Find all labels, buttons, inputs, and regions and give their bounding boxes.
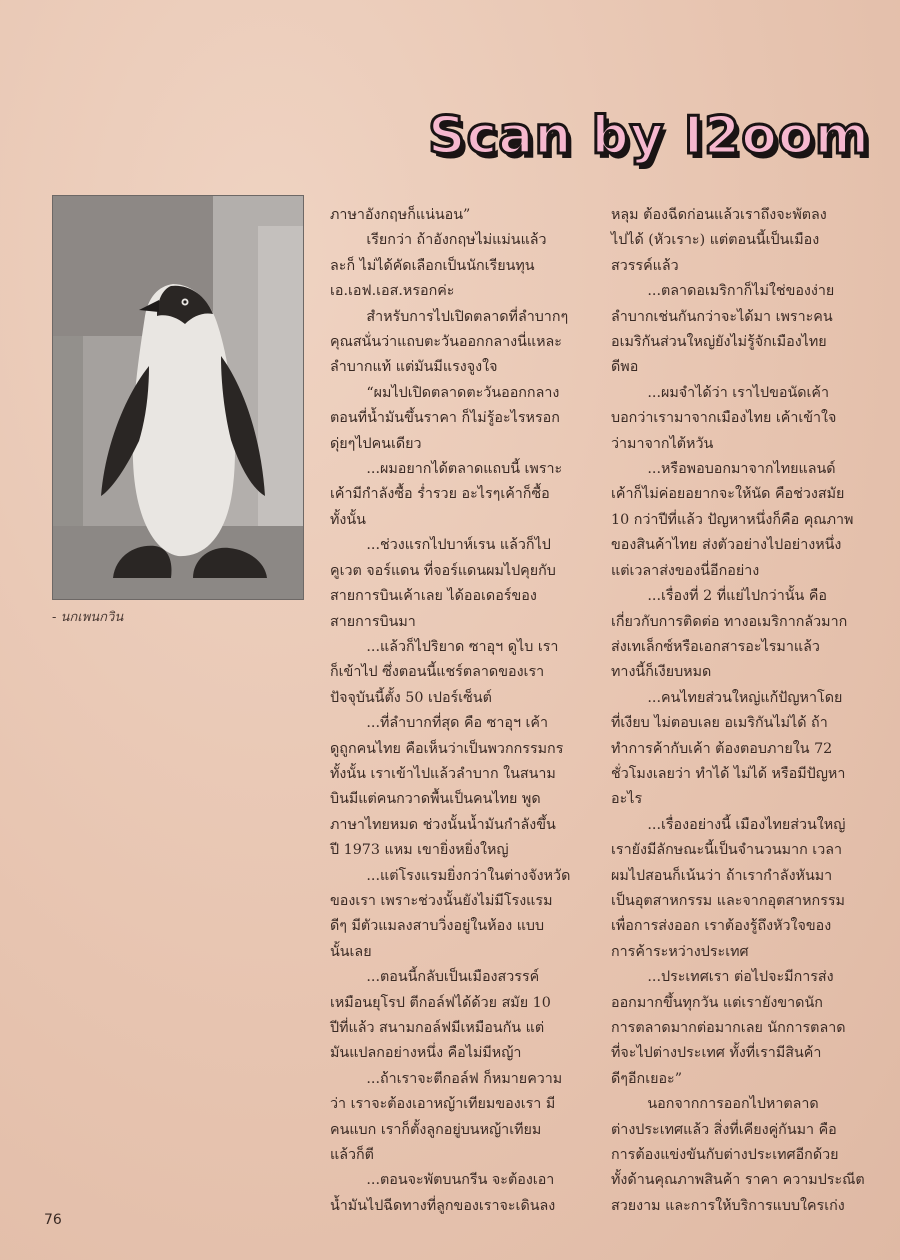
text-line: ...ตอนจะพัตบนกรีน จะต้องเอา <box>330 1172 555 1189</box>
text-line: หลุม ต้องฉีดก่อนแล้วเราถึงจะพัตลง <box>611 207 827 223</box>
text-line: ...ที่ลำบากที่สุด คือ ซาอุฯ เค้า <box>330 715 549 732</box>
article-column-left <box>330 203 592 1219</box>
text-line: ปัจจุบันนี้ตั้ง 50 เปอร์เซ็นต์ <box>330 689 492 706</box>
text-line: ต่างประเทศแล้ว สิ่งที่เคียงคู่กันมา คือ <box>611 1121 837 1138</box>
text-line: สายการบินเค้าเลย ได้ออเดอร์ของ <box>330 588 537 605</box>
text-line: ผมไปสอนก็เน้นว่า ถ้าเรากำลังหันมา <box>611 867 833 884</box>
text-line: สำหรับการไปเปิดตลาดที่ลำบากๆ <box>330 308 569 325</box>
text-line: เค้าก็ไม่ค่อยอยากจะให้นัด คือช่วงสมัย <box>611 486 845 503</box>
photo-caption: - นกเพนกวิน <box>52 610 124 625</box>
text-line: “ผมไปเปิดตลาดตะวันออกกลาง <box>330 384 560 401</box>
text-line: ดีๆอีกเยอะ” <box>611 1070 683 1087</box>
text-line: อะไร <box>611 791 643 808</box>
article-column-right <box>611 203 873 1219</box>
text-line: ว่ามาจากไต้หวัน <box>611 435 714 452</box>
text-line: เค้ามีกำลังซื้อ ร่ำรวย อะไรๆเค้าก็ซื้อ <box>330 486 550 503</box>
text-line: ทั้งนั้น เราเข้าไปแล้วลำบาก ในสนาม <box>330 765 556 782</box>
text-line: ดุ่ยๆไปคนเดียว <box>330 435 422 452</box>
text-line: คูเวต จอร์แดน ที่จอร์แดนผมไปคุยกับ <box>330 562 556 579</box>
text-line: ทางนี้ก็เงียบหมด <box>611 664 712 681</box>
text-line: การค้าระหว่างประเทศ <box>611 943 749 960</box>
text-line: ทั้งนั้น <box>330 511 366 528</box>
penguin-illustration <box>53 196 303 599</box>
text-line: ลำบากแท้ แต่มันมีแรงจูงใจ <box>330 359 498 376</box>
text-line: ของสินค้าไทย ส่งตัวอย่างไปอย่างหนึ่ง <box>611 537 842 554</box>
text-line: ...ประเทศเรา ต่อไปจะมีการส่ง <box>611 969 834 986</box>
text-line: เหมือนยุโรป ตีกอล์ฟได้ด้วย สมัย 10 <box>330 994 551 1011</box>
text-line: ตอนที่น้ำมันขึ้นราคา ก็ไม่รู้อะไรหรอก <box>330 410 560 427</box>
text-line: ดีๆ มีตัวแมลงสาบวิ่งอยู่ในห้อง แบบ <box>330 918 545 935</box>
text-line: แต่เวลาส่งของนี่อีกอย่าง <box>611 562 760 579</box>
text-line: ...แต่โรงแรมยิ่งกว่าในต่างจังหวัด <box>330 867 571 884</box>
text-line: เกี่ยวกับการติดต่อ ทางอเมริกากลัวมาก <box>611 613 848 630</box>
text-line: บินมีแต่คนกวาดพื้นเป็นคนไทย พูด <box>330 791 541 808</box>
text-line: ก็เข้าไป ซึ่งตอนนี้แชร์ตลาดของเรา <box>330 664 545 681</box>
text-line: ที่จะไปต่างประเทศ ทั้งที่เรามีสินค้า <box>611 1045 822 1062</box>
text-line: แล้วก็ตี <box>330 1147 374 1164</box>
text-line: ปีที่แล้ว สนามกอล์ฟมีเหมือนกัน แต่ <box>330 1020 545 1036</box>
text-line: สวยงาม และการให้บริการแบบใครเก่ง <box>611 1197 845 1214</box>
text-line: ภาษาไทยหมด ช่วงนั้นน้ำมันกำลังขึ้น <box>330 816 556 833</box>
text-line: ดูถูกคนไทย คือเห็นว่าเป็นพวกกรรมกร <box>330 740 564 757</box>
text-line: ลำบากเช่นกันกว่าจะได้มา เพราะคน <box>611 308 833 325</box>
text-line: ละก็ ไม่ได้คัดเลือกเป็นนักเรียนทุน <box>330 257 535 274</box>
watermark-text: Scan by I2oom <box>428 106 870 166</box>
text-line: ออกมากขึ้นทุกวัน แต่เรายังขาดนัก <box>611 994 823 1011</box>
text-line: น้ำมันไปฉีดทางที่ลูกของเราจะเดินลง <box>330 1197 556 1214</box>
text-line: สวรรค์แล้ว <box>611 257 679 274</box>
text-line: ส่งเทเล็กซ์หรือเอกสารอะไรมาแล้ว <box>611 638 820 655</box>
text-line: นอกจากการออกไปหาตลาด <box>611 1096 819 1113</box>
text-line: ดีพอ <box>611 359 639 376</box>
text-line: การตลาดมากต่อมากเลย นักการตลาด <box>611 1020 846 1036</box>
text-line: ...เรื่องอย่างนี้ เมืองไทยส่วนใหญ่ <box>611 816 846 833</box>
text-line: ที่เงียบ ไม่ตอบเลย อเมริกันไม่ได้ ถ้า <box>611 715 828 732</box>
text-line: ...เรื่องที่ 2 ที่แย่ไปกว่านั้น คือ <box>611 588 827 605</box>
text-line: ชั่วโมงเลยว่า ทำได้ ไม่ได้ หรือมีปัญหา <box>611 765 846 782</box>
text-line: ...คนไทยส่วนใหญ่แก้ปัญหาโดย <box>611 689 843 706</box>
text-line: ทั้งด้านคุณภาพสินค้า ราคา ความประณีต <box>611 1172 865 1189</box>
penguin-photo <box>52 195 304 600</box>
text-line: มันแปลกอย่างหนึ่ง คือไม่มีหญ้า <box>330 1045 522 1062</box>
text-line: เรียกว่า ถ้าอังกฤษไม่แม่นแล้ว <box>330 232 547 249</box>
text-line: คนแบก เราก็ตั้งลูกอยู่บนหญ้าเทียม <box>330 1121 542 1138</box>
text-line: ...ช่วงแรกไปบาห์เรน แล้วก็ไป <box>330 537 551 554</box>
text-line: การต้องแข่งขันกับต่างประเทศอีกด้วย <box>611 1147 839 1164</box>
text-line: ปี 1973 แหม เขายิ่งหยิ่งใหญ่ <box>330 842 509 859</box>
text-line: ภาษาอังกฤษก็แน่นอน” <box>330 207 471 223</box>
text-line: ...ถ้าเราจะตีกอล์ฟ ก็หมายความ <box>330 1070 563 1087</box>
text-line: อเมริกันส่วนใหญ่ยังไม่รู้จักเมืองไทย <box>611 334 827 351</box>
text-line: ...แล้วก็ไปริยาด ซาอุฯ ดูไบ เรา <box>330 638 559 655</box>
text-line: ...ผมอยากได้ตลาดแถบนี้ เพราะ <box>330 461 563 478</box>
text-line: สายการบินมา <box>330 613 416 630</box>
text-line: เป็นอุตสาหกรรม และจากอุตสาหกรรม <box>611 892 845 909</box>
text-line: ...ผมจำได้ว่า เราไปขอนัดเค้า <box>611 384 830 401</box>
text-line: 10 กว่าปีที่แล้ว ปัญหาหนึ่งก็คือ คุณภาพ <box>611 511 854 528</box>
text-line: ...หรือพอบอกมาจากไทยแลนด์ <box>611 461 836 478</box>
text-line: นั้นเลย <box>330 943 372 960</box>
text-line: ...ตลาดอเมริกาก็ไม่ใช่ของง่าย <box>611 283 835 300</box>
text-line: ทำการค้ากับเค้า ต้องตอบภายใน 72 <box>611 740 833 757</box>
text-line: คุณสนั่นว่าแถบตะวันออกกลางนี่แหละ <box>330 334 562 351</box>
text-line: เอ.เอฟ.เอส.หรอกค่ะ <box>330 283 455 300</box>
text-line: เรายังมีลักษณะนี้เป็นจำนวนมาก เวลา <box>611 842 843 859</box>
text-line: เพื่อการส่งออก เราต้องรู้ถึงหัวใจของ <box>611 918 832 935</box>
text-line: ของเรา เพราะช่วงนั้นยังไม่มีโรงแรม <box>330 892 553 909</box>
text-line: บอกว่าเรามาจากเมืองไทย เค้าเข้าใจ <box>611 410 837 427</box>
text-line: ไปได้ (หัวเราะ) แต่ตอนนี้เป็นเมือง <box>611 232 820 249</box>
page-number: 76 <box>44 1212 62 1228</box>
text-line: ...ตอนนี้กลับเป็นเมืองสวรรค์ <box>330 969 540 986</box>
text-line: ว่า เราจะต้องเอาหญ้าเทียมของเรา มี <box>330 1096 556 1113</box>
